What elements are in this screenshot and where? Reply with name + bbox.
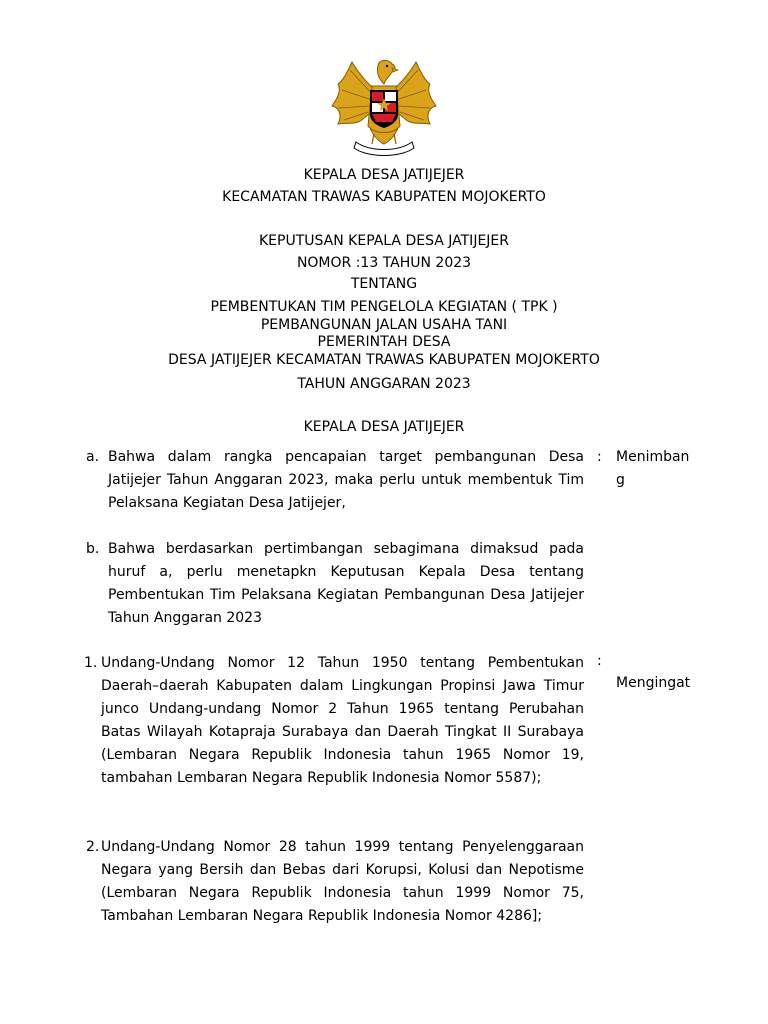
mengingat-item-2 bbox=[86, 836, 584, 928]
mengingat-label: Mengingat bbox=[616, 675, 691, 691]
item-text: Bahwa berdasarkan pertimbangan sebagimana dimaksud pada huruf a, perlu menetapkn Keputusan Kepala Desa tentang Pembentukan Tim Pelaksana Kegiatan Pembangunan Desa Jatijejer Tahun Anggaran 2023 bbox=[108, 541, 584, 626]
item-marker: b. bbox=[86, 541, 100, 557]
item-text: Bahwa dalam rangka pencapaian target pembangunan Desa Jatijejer Tahun Anggaran 2023, maka perlu untuk membentuk Tim Pelaksana Kegiatan Desa Jatijejer, bbox=[108, 449, 584, 511]
decree-about: TENTANG bbox=[350, 276, 418, 292]
menimbang-item-b bbox=[86, 538, 584, 630]
item-marker: 1. bbox=[84, 655, 98, 671]
fiscal-year: TAHUN ANGGARAN 2023 bbox=[297, 376, 471, 392]
decree-subject-line-3: PEMERINTAH DESA bbox=[317, 334, 451, 350]
mengingat-colon: : bbox=[597, 653, 602, 669]
decree-title: KEPUTUSAN KEPALA DESA JATIJEJER bbox=[259, 233, 509, 249]
garuda-emblem-icon bbox=[330, 56, 438, 160]
mengingat-item-1 bbox=[84, 652, 584, 790]
menimbang-label-part-2: g bbox=[616, 472, 625, 488]
decree-subject-line-1: PEMBENTUKAN TIM PENGELOLA KEGIATAN ( TPK ) bbox=[210, 299, 558, 315]
header-line-1: KEPALA DESA JATIJEJER bbox=[303, 167, 465, 183]
decree-subject-line-4: DESA JATIJEJER KECAMATAN TRAWAS KABUPATEN MOJOKERTO bbox=[168, 352, 600, 368]
item-text: Undang-Undang Nomor 12 Tahun 1950 tentang Pembentukan Daerah–daerah Kabupaten dalam Lingkungan Propinsi Jawa Timur junco Undang-undang Nomor 2 Tahun 1965 tentang Perubahan Batas Wilayah Kotapraja Surabaya dan Daerah Tingkat II Surabaya (Lembaran Negara Republik Indonesia tahun 1965 Nomor 19, tambahan Lembaran Negara Republik Indonesia Nomor 5587); bbox=[101, 655, 584, 786]
item-text: Undang-Undang Nomor 28 tahun 1999 tentang Penyelenggaraan Negara yang Bersih dan Bebas dari Korupsi, Kolusi dan Nepotisme (Lembaran Negara Republik Indonesia tahun 1999 Nomor 75, Tambahan Lembaran Negara Republik Indonesia Nomor 4286]; bbox=[101, 839, 584, 924]
item-marker: 2. bbox=[86, 839, 100, 855]
menimbang-colon: : bbox=[597, 449, 602, 465]
header-line-2: KECAMATAN TRAWAS KABUPATEN MOJOKERTO bbox=[222, 189, 546, 205]
decree-subject-line-2: PEMBANGUNAN JALAN USAHA TANI bbox=[260, 317, 508, 333]
item-marker: a. bbox=[86, 449, 100, 465]
decree-number: NOMOR :13 TAHUN 2023 bbox=[296, 255, 472, 271]
menimbang-label-part-1: Menimban bbox=[616, 449, 690, 465]
menimbang-item-a bbox=[86, 446, 584, 515]
signer-heading: KEPALA DESA JATIJEJER bbox=[303, 419, 465, 435]
